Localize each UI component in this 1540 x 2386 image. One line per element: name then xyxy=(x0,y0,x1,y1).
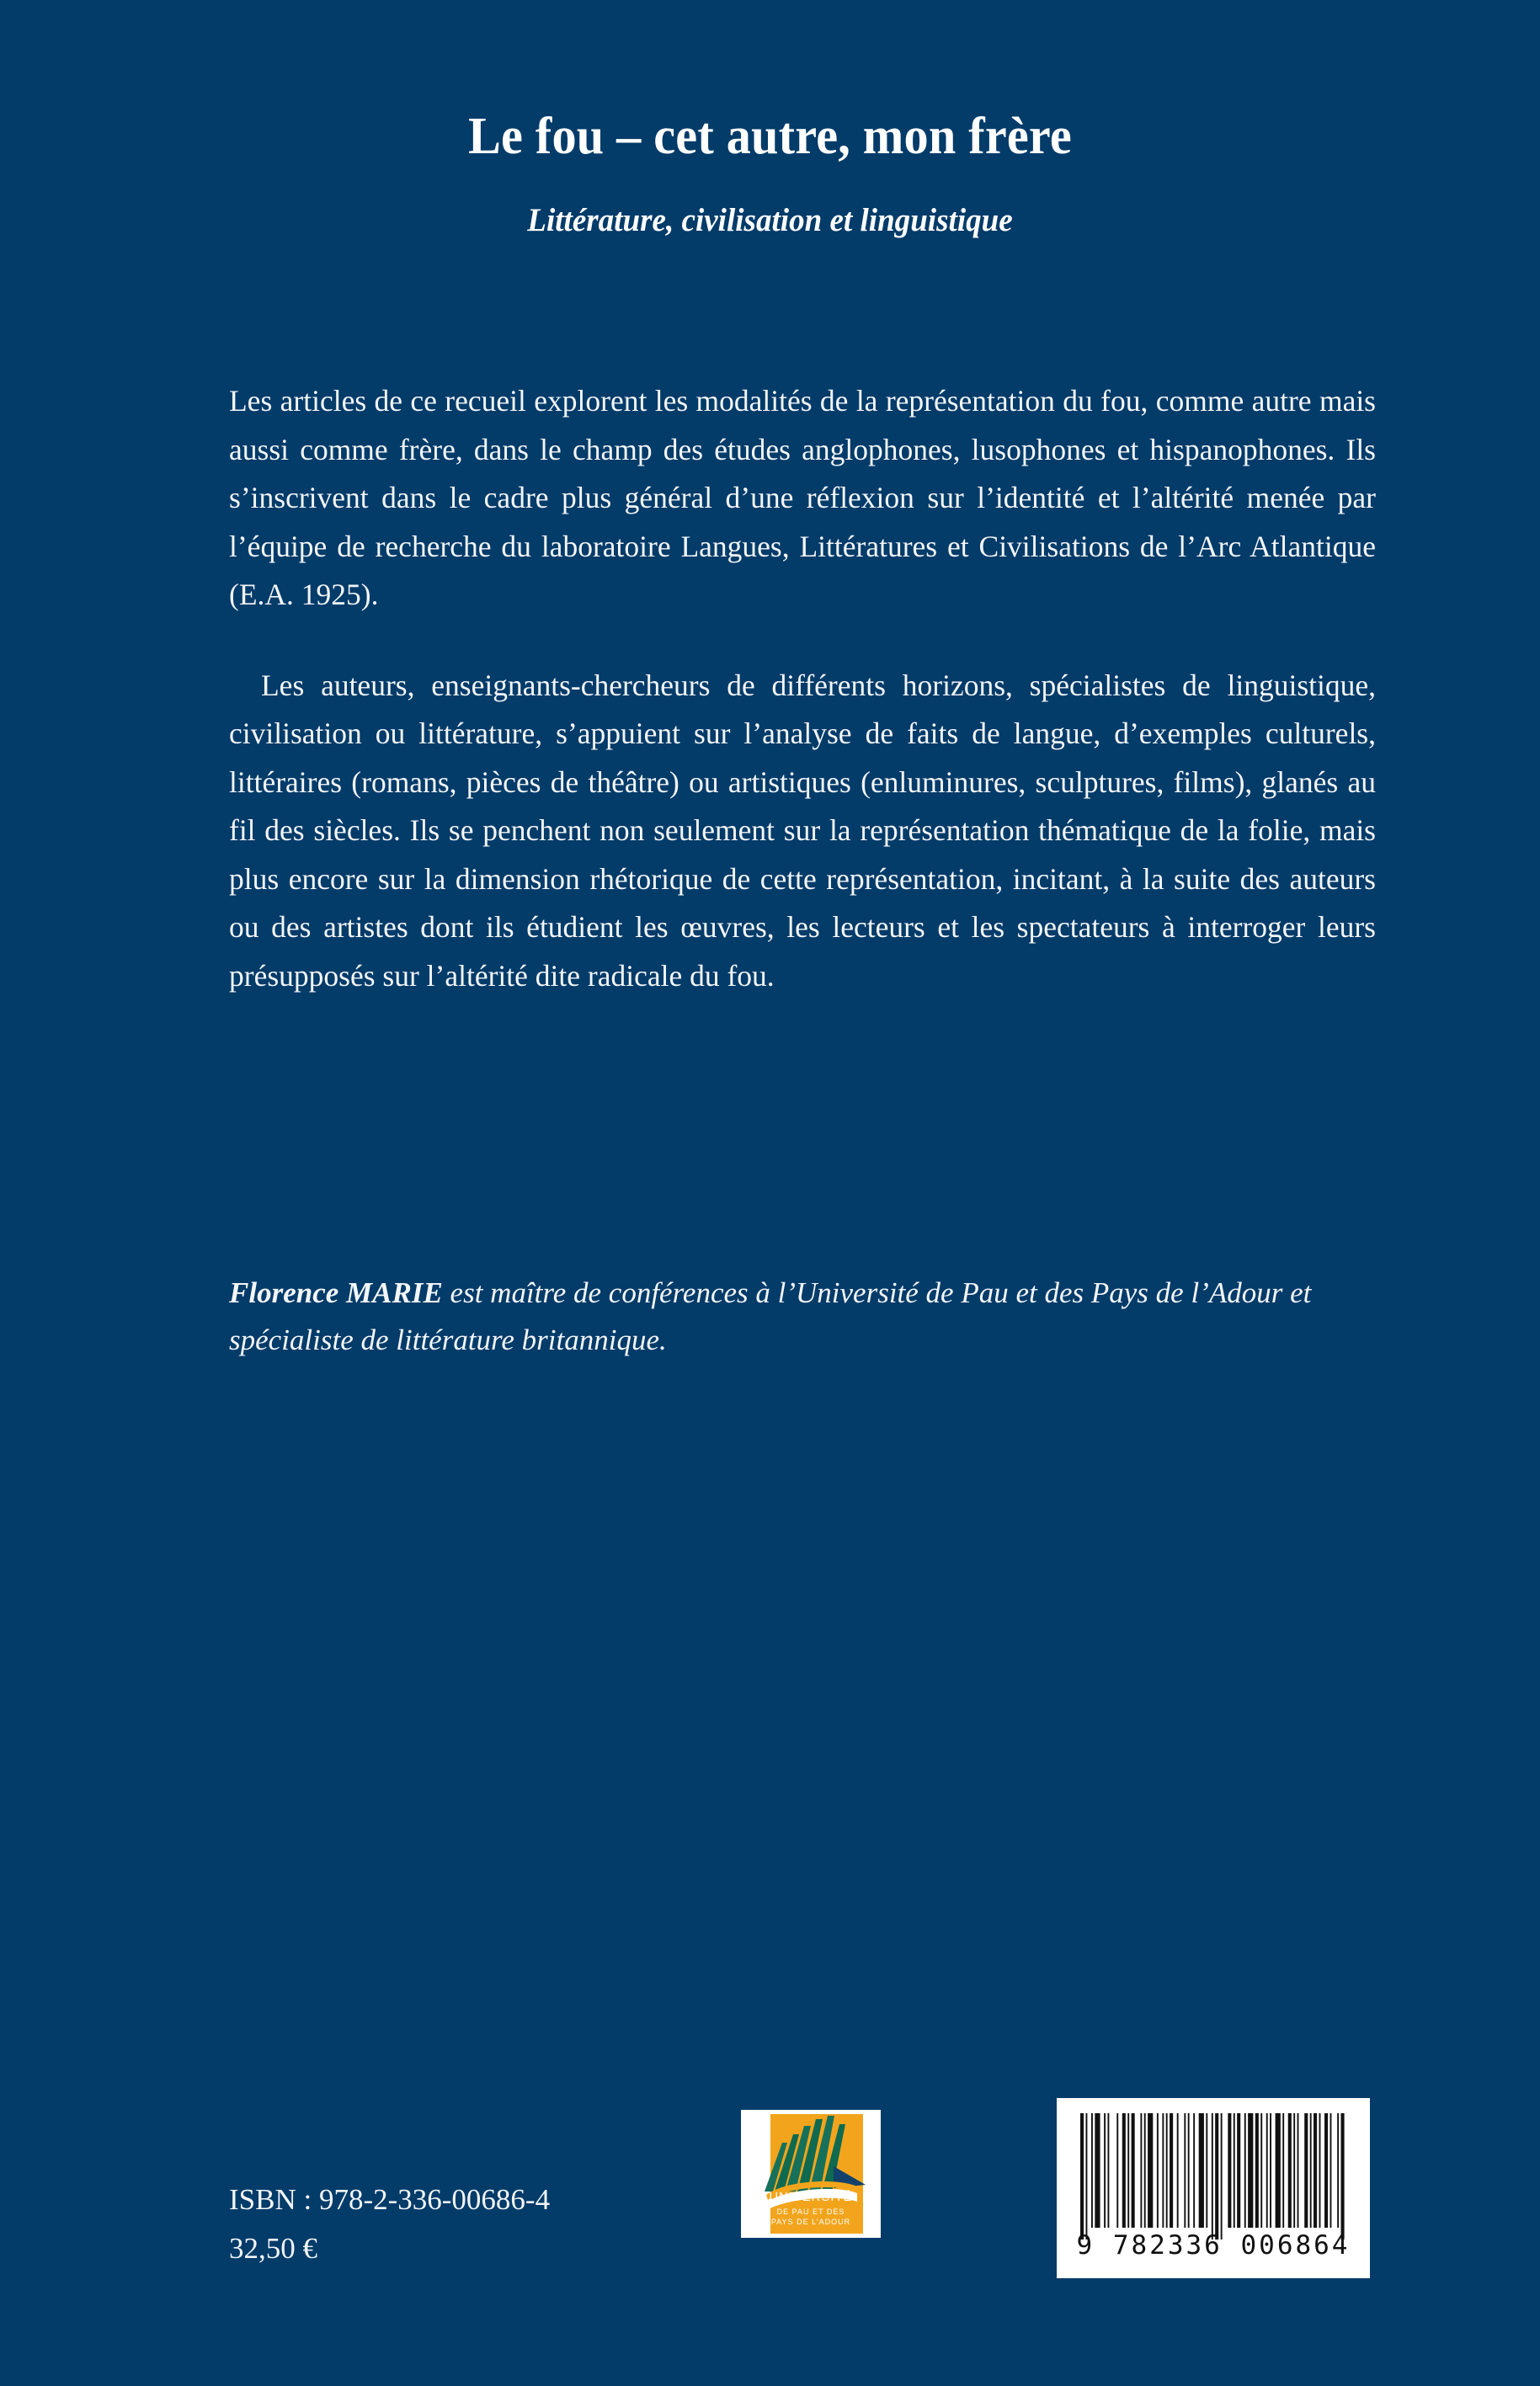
price-text: 32,50 € xyxy=(229,2232,317,2265)
title-block xyxy=(0,109,1540,239)
blurb-text-block xyxy=(229,377,1376,1000)
barcode-bars xyxy=(1080,2113,1346,2240)
blurb-paragraph-2: Les auteurs, enseignants-chercheurs de différents horizons, spécialistes de linguistique, civilisation ou littérature, s’appuient sur l’analyse de faits de langue, d’exemples culturels, littéraires (romans, pièces de théâtre) ou artistiques (enluminures, sculptures, films), glanés au fil des siècles. Ils se penchent non seulement sur la représentation thématique de la folie, mais plus encore sur la dimension rhétorique de cette représentation, incitant, à la suite des auteurs ou des artistes dont ils étudient les œuvres, les lecteurs et les spectateurs à interroger leurs présupposés sur l’altérité dite radicale du fou. xyxy=(229,668,1376,993)
book-subtitle: Littérature, civilisation et linguistique xyxy=(527,202,1013,239)
cover-footer xyxy=(0,2032,1540,2386)
university-logo xyxy=(741,2110,881,2238)
isbn-text: ISBN : 978-2-336-00686-4 xyxy=(229,2183,551,2216)
logo-caption xyxy=(753,2190,869,2227)
logo-line-1: UNIVERSITÉ xyxy=(769,2191,853,2205)
logo-line-2: DE PAU ET DES xyxy=(776,2207,845,2216)
isbn-price-block xyxy=(229,2176,550,2273)
book-title: Le fou – cet autre, mon frère xyxy=(467,108,1072,165)
blurb-paragraph-1: Les articles de ce recueil explorent les modalités de la représentation du fou, comme autre mais aussi comme frère, dans le champ des études anglophones, lusophones et hispanophones. Ils s’inscrivent dans le cadre plus général d’une réflexion sur l’identité et l’altérité menée par l’équipe de recherche du laboratoire Langues, Littératures et Civilisations de l’Arc Atlantique (E.A. 1925). xyxy=(229,384,1376,611)
author-bio xyxy=(229,1270,1376,1364)
author-name: Florence MARIE xyxy=(229,1276,443,1309)
logo-line-3: PAYS DE L’ADOUR xyxy=(770,2217,851,2226)
university-logo-inner xyxy=(753,2114,869,2234)
author-bio-text: est maître de conférences à l’Université de Pau et des Pays de l’Adour et spécialiste de littérature britannique. xyxy=(229,1276,1312,1356)
isbn-barcode xyxy=(1057,2098,1370,2278)
barcode-digits: 9 782336 006864 xyxy=(1076,2230,1351,2261)
